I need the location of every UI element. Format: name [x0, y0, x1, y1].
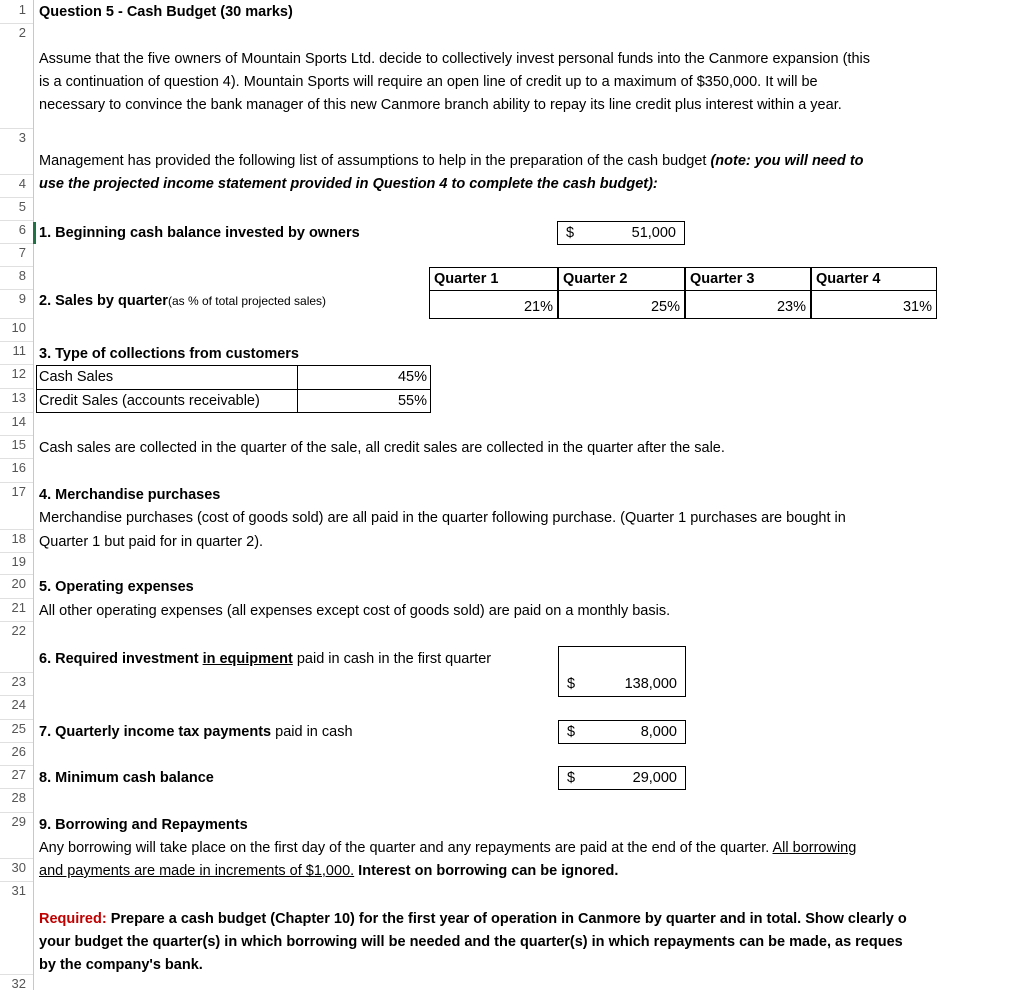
item1-label: 1. Beginning cash balance invested by owners: [39, 225, 360, 241]
intro-line-1: Assume that the five owners of Mountain Sports Ltd. decide to collectively invest personal funds into the Canmore expansion (this: [39, 51, 870, 67]
currency-sign: $: [567, 770, 576, 786]
row-divider: [0, 243, 33, 244]
row-number[interactable]: 14: [11, 414, 26, 429]
row-divider: [0, 388, 33, 389]
income-tax-amount: 8,000: [640, 724, 677, 740]
row-number[interactable]: 1: [18, 2, 26, 17]
row-number[interactable]: 13: [11, 390, 26, 405]
row-number[interactable]: 4: [18, 176, 26, 191]
currency-sign: $: [567, 724, 576, 740]
credit-sales-label: Credit Sales (accounts receivable): [39, 393, 260, 409]
item3-label: 3. Type of collections from customers: [39, 346, 299, 362]
intro-line-2: is a continuation of question 4). Mountain Sports will require an open line of credit up to a maximum of $350,000. It will be: [39, 74, 818, 90]
row-number[interactable]: 15: [11, 437, 26, 452]
quarter-percent-value: 31%: [902, 299, 932, 315]
row-divider: [0, 574, 33, 575]
row-number[interactable]: 2: [18, 25, 26, 40]
row-divider: [0, 858, 33, 859]
row-divider: [0, 695, 33, 696]
row-divider: [0, 552, 33, 553]
item2-note: (as % of total projected sales): [167, 294, 327, 308]
row-divider: [0, 435, 33, 436]
item4-line-1: Merchandise purchases (cost of goods sold) are all paid in the quarter following purchase. (Quarter 1 purchases are bought in: [39, 510, 846, 526]
quarter-percent-value: 21%: [523, 299, 553, 315]
item8-label: 8. Minimum cash balance: [39, 770, 214, 786]
row-number[interactable]: 5: [18, 199, 26, 214]
selected-row-indicator: [33, 222, 36, 244]
row-divider: [0, 220, 33, 221]
quarter-percent-4[interactable]: [811, 290, 937, 319]
row-divider: [0, 742, 33, 743]
row-divider: [0, 529, 33, 530]
required-text-1: Prepare a cash budget (Chapter 10) for the first year of operation in Canmore by quarter and in total. Show clearly o: [106, 911, 907, 927]
row-number[interactable]: 9: [18, 291, 26, 306]
required-line-3: by the company's bank.: [39, 957, 203, 973]
row-divider: [0, 458, 33, 459]
row-divider: [0, 318, 33, 319]
beginning-cash-cell[interactable]: [557, 221, 685, 245]
row-divider: [0, 364, 33, 365]
question-title: Question 5 - Cash Budget (30 marks): [39, 4, 293, 20]
item9-line-2a: and payments are made in increments of $1,000.: [39, 863, 355, 879]
row-divider: [0, 621, 33, 622]
cash-sales-label: Cash Sales: [39, 369, 114, 385]
row-number[interactable]: 16: [11, 460, 26, 475]
item2-label-line: [39, 290, 326, 313]
equipment-investment-cell[interactable]: [558, 646, 686, 697]
row-divider: [0, 197, 33, 198]
row-divider: [0, 719, 33, 720]
item7-label-b: payments: [203, 724, 272, 740]
cash-sales-value[interactable]: 45%: [397, 369, 427, 385]
row-divider: [0, 672, 33, 673]
item6-label-b: in equipment: [202, 651, 293, 667]
collections-note: Cash sales are collected in the quarter of the sale, all credit sales are collected in the quarter after the sale.: [39, 440, 725, 456]
quarter-header-label: Quarter 3: [690, 271, 755, 287]
mgmt-line-2: use the projected income statement provided in Question 4 to complete the cash budget):: [39, 176, 658, 192]
quarter-header-label: Quarter 1: [434, 271, 499, 287]
mgmt-note: (note: you will need to: [710, 153, 864, 169]
row-number[interactable]: 10: [11, 320, 26, 335]
quarter-header-label: Quarter 4: [816, 271, 881, 287]
row-divider: [0, 788, 33, 789]
row-number[interactable]: 28: [11, 790, 26, 805]
row-number[interactable]: 26: [11, 744, 26, 759]
quarter-percent-1[interactable]: [429, 290, 558, 319]
quarter-percent-value: 23%: [776, 299, 806, 315]
row-divider: [0, 974, 33, 975]
row-number[interactable]: 29: [11, 814, 26, 829]
row-number[interactable]: 17: [11, 484, 26, 499]
row-number[interactable]: 11: [12, 343, 26, 358]
intro-line-3: necessary to convince the bank manager of this new Canmore branch ability to repay its line credit plus interest within a year.: [39, 97, 842, 113]
row-number[interactable]: 12: [11, 366, 26, 381]
minimum-cash-amount: 29,000: [632, 770, 677, 786]
item9-line-1b: All borrowing: [772, 840, 857, 856]
item6-label-c: paid in cash in the first quarter: [292, 651, 492, 667]
row-divider: [0, 482, 33, 483]
beginning-cash-amount: 51,000: [631, 225, 676, 241]
row-divider: [0, 128, 33, 129]
item7-label: [39, 721, 353, 744]
quarter-header-3[interactable]: [685, 267, 811, 291]
item7-label-c: paid in cash: [271, 724, 353, 740]
item9-label: 9. Borrowing and Repayments: [39, 817, 248, 833]
item4-label: 4. Merchandise purchases: [39, 487, 221, 503]
minimum-cash-cell[interactable]: [558, 766, 686, 790]
quarter-header-2[interactable]: [558, 267, 685, 291]
credit-sales-value[interactable]: 55%: [397, 393, 427, 409]
row-number[interactable]: 19: [11, 554, 26, 569]
row-number[interactable]: 20: [11, 576, 26, 591]
item9-line-2: [39, 860, 618, 883]
row-number[interactable]: 32: [11, 976, 26, 991]
mgmt-line-1: [39, 150, 864, 173]
row-divider: [0, 812, 33, 813]
row-number[interactable]: 31: [11, 883, 26, 898]
item9-line-2b: Interest on borrowing can be ignored.: [354, 863, 619, 879]
row-number[interactable]: 3: [18, 130, 26, 145]
row-number[interactable]: 23: [11, 674, 26, 689]
row-number[interactable]: 18: [11, 531, 26, 546]
currency-sign: $: [566, 225, 575, 241]
item4-line-2: Quarter 1 but paid for in quarter 2).: [39, 534, 264, 550]
row-divider: [0, 341, 33, 342]
row-number[interactable]: 8: [18, 268, 26, 283]
row-number[interactable]: 24: [11, 697, 26, 712]
item6-label: [39, 648, 491, 671]
quarter-percent-value: 25%: [650, 299, 680, 315]
quarter-header-label: Quarter 2: [563, 271, 628, 287]
item9-line-1: [39, 837, 856, 860]
row-divider: [0, 266, 33, 267]
quarter-header-1[interactable]: [429, 267, 558, 291]
row-number[interactable]: 7: [18, 245, 26, 260]
row-number[interactable]: 27: [11, 767, 26, 782]
item7-label-a: 7. Quarterly income tax: [39, 724, 204, 740]
item2-label: 2. Sales by quarter: [39, 293, 168, 309]
mgmt-text: Management has provided the following list of assumptions to help in the preparation of the cash budget: [39, 153, 711, 169]
row-divider: [0, 765, 33, 766]
row-divider: [0, 289, 33, 290]
item6-label-a: 6. Required investment: [39, 651, 203, 667]
row-divider: [0, 598, 33, 599]
quarter-percent-3[interactable]: [685, 290, 811, 319]
row-divider: [0, 412, 33, 413]
quarter-header-4[interactable]: [811, 267, 937, 291]
quarter-percent-2[interactable]: [558, 290, 685, 319]
currency-sign: $: [567, 676, 576, 692]
row-number[interactable]: 21: [11, 600, 26, 615]
row-divider: [0, 881, 33, 882]
row-number[interactable]: 25: [11, 721, 26, 736]
income-tax-cell[interactable]: [558, 720, 686, 744]
item5-label: 5. Operating expenses: [39, 579, 194, 595]
row-divider: [0, 174, 33, 175]
item5-line: All other operating expenses (all expenses except cost of goods sold) are paid on a monthly basis.: [39, 603, 671, 619]
row-divider: [0, 23, 33, 24]
required-label: Required:: [39, 911, 107, 927]
row-number[interactable]: 22: [11, 623, 26, 638]
required-line-1: [39, 908, 907, 931]
row-number[interactable]: 6: [18, 222, 26, 237]
equipment-investment-amount: 138,000: [624, 676, 677, 692]
row-number[interactable]: 30: [11, 860, 26, 875]
required-line-2: your budget the quarter(s) in which borrowing will be needed and the quarter(s) in which repayments can be made, as reques: [39, 934, 903, 950]
item9-line-1a: Any borrowing will take place on the first day of the quarter and any repayments are paid at the end of the quarter.: [39, 840, 773, 856]
